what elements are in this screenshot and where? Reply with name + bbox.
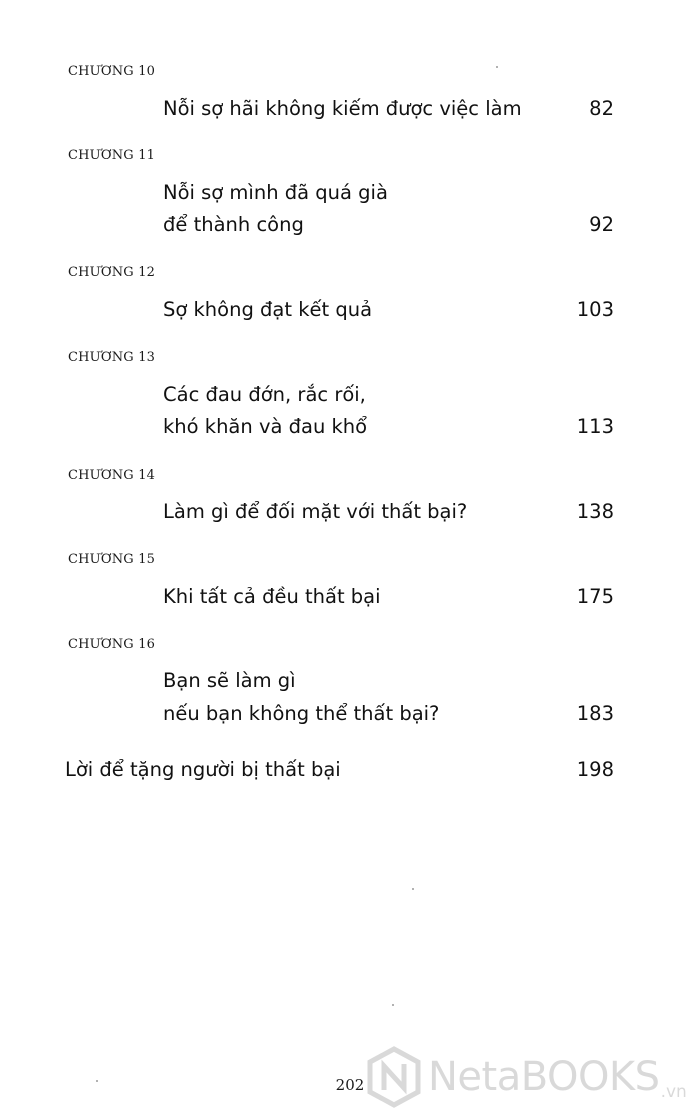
chapter-label: CHƯƠNG 13 (68, 350, 156, 365)
scan-speck (412, 888, 414, 890)
scan-speck (496, 66, 498, 68)
chapter-title: Nỗi sợ mình đã quá già (163, 181, 388, 204)
chapter-title-continued: nếu bạn không thể thất bại? (163, 702, 440, 725)
chapter-title-continued: để thành công (163, 213, 304, 236)
chapter-title: Khi tất cả đều thất bại (163, 585, 381, 608)
page-folio: 202 (335, 1076, 365, 1094)
chapter-title: Các đau đớn, rắc rối, (163, 383, 366, 406)
page-number: 92 (589, 213, 614, 236)
chapter-title: Bạn sẽ làm gì (163, 669, 296, 692)
chapter-label: CHƯƠNG 14 (68, 468, 156, 483)
page-number: 175 (576, 585, 614, 608)
chapter-label: CHƯƠNG 16 (68, 637, 156, 652)
page-number: 113 (576, 415, 614, 438)
page-number: 198 (576, 758, 614, 781)
watermark-suffix: .vn (660, 1082, 687, 1102)
page-number: 103 (576, 298, 614, 321)
chapter-title: Nỗi sợ hãi không kiếm được việc làm (163, 97, 522, 120)
netabooks-logo-icon (366, 1046, 422, 1108)
chapter-label: CHƯƠNG 10 (68, 64, 156, 79)
chapter-label: CHƯƠNG 15 (68, 552, 156, 567)
scan-speck (392, 1004, 394, 1006)
page-number: 138 (576, 500, 614, 523)
chapter-label: CHƯƠNG 11 (68, 148, 156, 163)
chapter-title: Làm gì để đối mặt với thất bại? (163, 500, 468, 523)
watermark (366, 1046, 687, 1108)
chapter-label: CHƯƠNG 12 (68, 265, 156, 280)
chapter-title: Sợ không đạt kết quả (163, 298, 373, 321)
page-number: 183 (576, 702, 614, 725)
watermark-text: NetaBOOKS (428, 1054, 660, 1100)
dedication-title: Lời để tặng người bị thất bại (65, 758, 341, 781)
chapter-title-continued: khó khăn và đau khổ (163, 415, 368, 438)
page-number: 82 (589, 97, 614, 120)
